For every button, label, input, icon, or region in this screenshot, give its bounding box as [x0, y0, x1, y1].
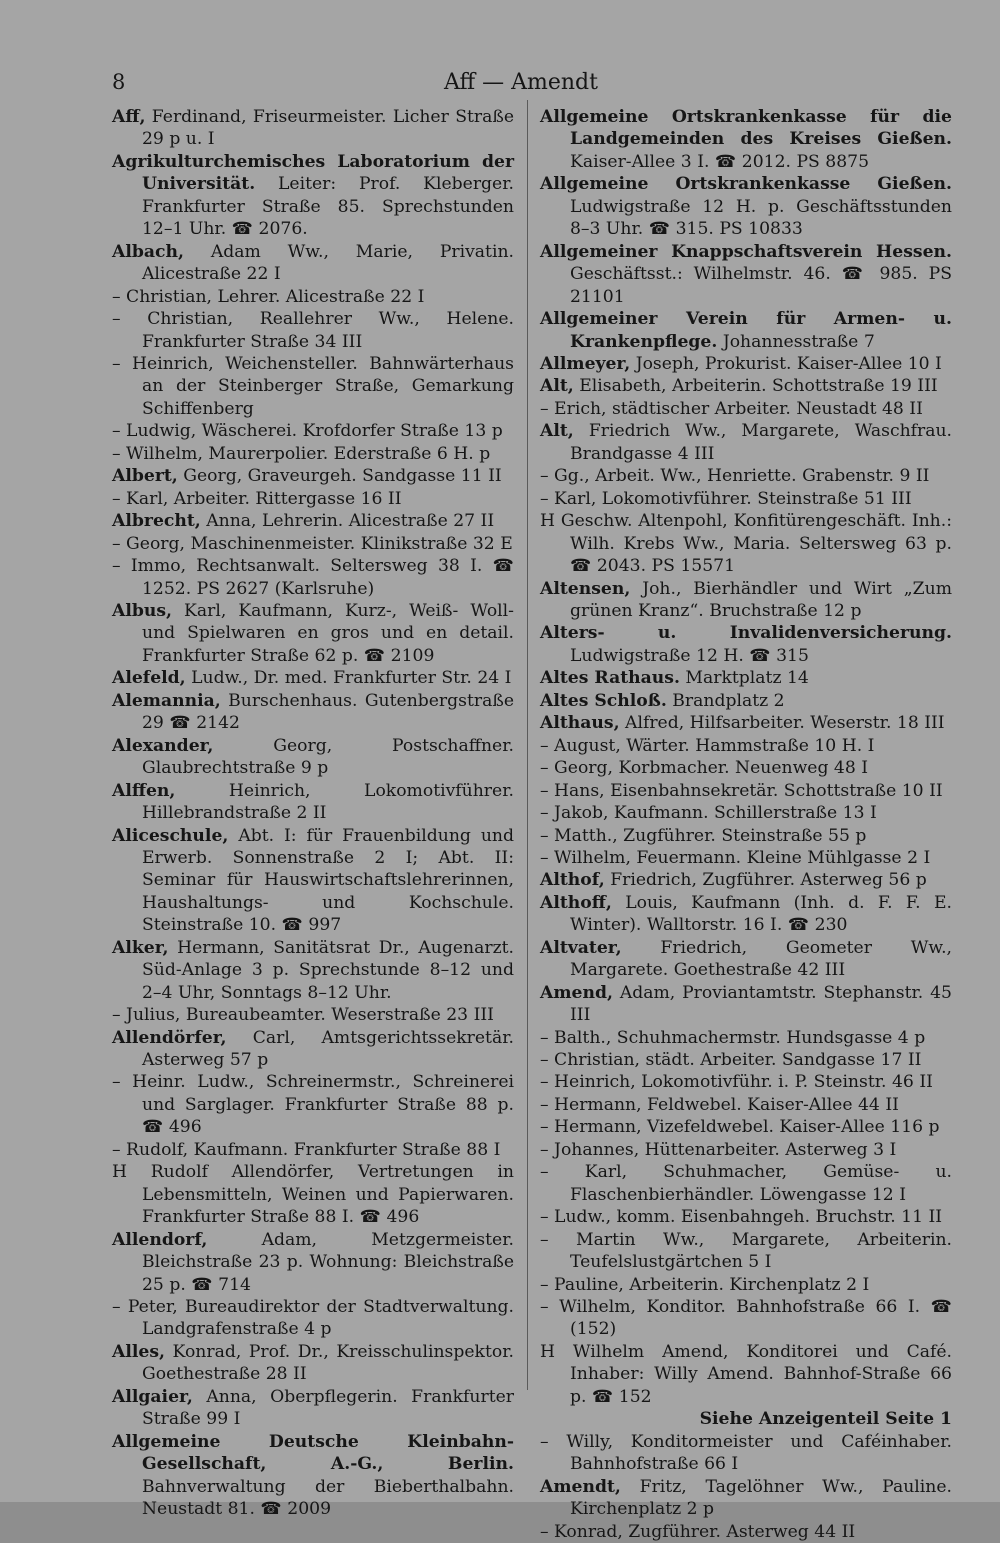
entry-details: – Karl, Arbeiter. Rittergasse 16 II: [112, 488, 402, 509]
entry-name: Allgaier,: [112, 1386, 193, 1407]
entry-details: Ferdinand, Friseurmeister. Licher Straße 29 p u. I: [142, 107, 514, 150]
entry-details: Karl, Kaufmann, Kurz-, Weiß- Woll- und Spielwaren en gros und en detail. Frankfurter Straße 62 p. ☎ 2109: [142, 600, 514, 666]
directory-entry: [112, 825, 514, 937]
directory-entry: [112, 241, 514, 286]
directory-entry: [112, 151, 514, 241]
entry-details: – Wilhelm, Feuermann. Kleine Mühlgasse 2 I: [540, 847, 931, 868]
directory-entry: [112, 780, 514, 825]
directory-entry: [112, 1139, 514, 1161]
directory-entry: [540, 465, 952, 487]
entry-details: Alfred, Hilfsarbeiter. Weserstr. 18 III: [619, 713, 945, 734]
column-divider: [527, 100, 528, 1390]
directory-entry: [112, 690, 514, 735]
directory-entry: [540, 488, 952, 510]
entry-name: Amend,: [540, 982, 613, 1003]
entry-details: Leiter: Prof. Kleberger. Frankfurter Straße 85. Sprechstunden 12–1 Uhr. ☎ 2076.: [142, 174, 514, 240]
directory-entry: [540, 825, 952, 847]
directory-entry: [112, 533, 514, 555]
directory-entry: [112, 1004, 514, 1026]
entry-name: Allgemeine Ortskrankenkasse für die Landgemeinden des Kreises Gießen.: [540, 107, 952, 150]
entry-details: – Willy, Konditormeister und Caféinhaber. Bahnhofstraße 66 I: [540, 1431, 952, 1475]
entry-name: Albrecht,: [112, 511, 201, 532]
entry-details: – Heinr. Ludw., Schreinermstr., Schreinerei und Sarglager. Frankfurter Straße 88 p. ☎ 496: [112, 1072, 514, 1138]
directory-entry: [540, 712, 952, 734]
entry-details: Friedrich Ww., Margarete, Waschfrau. Brandgasse 4 III: [570, 421, 952, 464]
directory-entry: [112, 1071, 514, 1138]
directory-entry: [540, 398, 952, 420]
entry-details: – Hermann, Vizefeldwebel. Kaiser-Allee 116 p: [540, 1117, 940, 1138]
entry-details: Fritz, Tagelöhner Ww., Pauline. Kirchenplatz 2 p: [570, 1476, 952, 1520]
entry-details: Hermann, Sanitätsrat Dr., Augenarzt. Süd-Anlage 3 p. Sprechstunde 8–12 und 2–4 Uhr, Sonntags 8–12 Uhr.: [142, 937, 514, 1003]
entry-name: Allendorf,: [112, 1229, 208, 1250]
directory-entry: [540, 892, 952, 937]
entry-name: Amendt,: [540, 1476, 621, 1497]
directory-entry: [540, 1296, 952, 1341]
entry-details: – Christian, Reallehrer Ww., Helene. Frankfurter Straße 34 III: [112, 309, 514, 352]
page-number: 8: [112, 70, 126, 94]
running-title: Aff — Amendt: [444, 70, 598, 95]
entry-details: – Heinrich, Weichensteller. Bahnwärterhaus an der Steinberger Straße, Gemarkung Schiffenberg: [112, 353, 514, 419]
entry-name: Alker,: [112, 937, 169, 958]
directory-entry: [112, 308, 514, 353]
entry-details: – Rudolf, Kaufmann. Frankfurter Straße 88 I: [112, 1139, 501, 1160]
entry-details: – Heinrich, Lokomotivführ. i. P. Steinstr. 46 II: [540, 1072, 933, 1093]
entry-details: – Gg., Arbeit. Ww., Henriette. Grabenstr. 9 II: [540, 466, 930, 487]
directory-entry: [540, 1206, 952, 1228]
entry-details: Louis, Kaufmann (Inh. d. F. F. E. Winter). Walltorstr. 16 I. ☎ 230: [570, 892, 952, 936]
entry-details: – Georg, Korbmacher. Neuenweg 48 I: [540, 758, 869, 779]
directory-entry: [112, 443, 514, 465]
entry-details: Konrad, Prof. Dr., Kreisschulinspektor. Goethestraße 28 II: [142, 1341, 514, 1385]
entry-name: Alles,: [112, 1341, 165, 1362]
entry-details: – Erich, städtischer Arbeiter. Neustadt 48 II: [540, 398, 923, 419]
entry-name: Althoff,: [540, 892, 612, 913]
directory-entry: [540, 308, 952, 353]
entry-name: Siehe Anzeigenteil Seite 1: [699, 1409, 952, 1430]
entry-name: Alt,: [540, 421, 574, 442]
entry-name: Allgemeiner Verein für Armen- u. Krankenpflege.: [540, 309, 952, 352]
entry-details: – Georg, Maschinenmeister. Klinikstraße 32 E: [112, 533, 513, 554]
entry-details: Elisabeth, Arbeiterin. Schottstraße 19 III: [573, 376, 938, 397]
entry-details: H Wilhelm Amend, Konditorei und Café. Inhaber: Willy Amend. Bahnhof-Straße 66 p. ☎ 152: [540, 1341, 952, 1407]
entry-details: – August, Wärter. Hammstraße 10 H. I: [540, 735, 875, 756]
right-column: [540, 106, 952, 1543]
directory-entry: [112, 106, 514, 151]
directory-entry: [112, 1386, 514, 1431]
entry-name: Alt,: [540, 376, 574, 397]
entry-details: Kaiser-Allee 3 I. ☎ 2012. PS 8875: [570, 151, 870, 172]
entry-details: – Julius, Bureaubeamter. Weserstraße 23 III: [112, 1005, 494, 1026]
entry-name: Althof,: [540, 870, 605, 891]
entry-name: Altensen,: [540, 578, 631, 599]
entry-name: Aliceschule,: [112, 825, 229, 846]
directory-entry: [112, 667, 514, 689]
entry-name: Alexander,: [112, 735, 214, 756]
entry-details: Friedrich, Zugführer. Asterweg 56 p: [604, 870, 927, 891]
directory-entry: [112, 286, 514, 308]
entry-details: Bahnverwaltung der Bieberthalbahn. Neustadt 81. ☎ 2009: [142, 1476, 514, 1520]
directory-entry: [540, 578, 952, 623]
directory-entry: [540, 375, 952, 397]
directory-entry: [112, 1161, 514, 1228]
directory-entry: [540, 1071, 952, 1093]
entry-details: Brandplatz 2: [666, 690, 785, 711]
directory-entry: [540, 1027, 952, 1049]
entry-details: H Rudolf Allendörfer, Vertretungen in Lebensmitteln, Weinen und Papierwaren. Frankfurter Straße 88 I. ☎ 496: [112, 1162, 514, 1228]
entry-details: – Ludwig, Wäscherei. Krofdorfer Straße 13 p: [112, 421, 503, 442]
entry-details: Georg, Graveurgeh. Sandgasse 11 II: [177, 466, 502, 487]
entry-details: – Martin Ww., Margarete, Arbeiterin. Teufelslustgärtchen 5 I: [540, 1229, 952, 1273]
directory-entry: [540, 869, 952, 891]
directory-entry: [540, 1161, 952, 1206]
entry-details: – Peter, Bureaudirektor der Stadtverwaltung. Landgrafenstraße 4 p: [112, 1297, 514, 1340]
directory-entry: [112, 1027, 514, 1072]
left-column: [112, 106, 514, 1521]
entry-name: Alefeld,: [112, 668, 186, 689]
directory-entry: [540, 173, 952, 240]
entry-details: – Johannes, Hüttenarbeiter. Asterweg 3 I: [540, 1139, 897, 1160]
directory-entry: [540, 1049, 952, 1071]
directory-entry: [112, 555, 514, 600]
entry-details: – Hermann, Feldwebel. Kaiser-Allee 44 II: [540, 1094, 899, 1115]
directory-entry: [112, 488, 514, 510]
entry-name: Allgemeine Ortskrankenkasse Gießen.: [540, 174, 952, 195]
entry-details: Ludwigstraße 12 H. p. Geschäftsstunden 8–3 Uhr. ☎ 315. PS 10833: [570, 196, 952, 240]
entry-name: Aff,: [112, 107, 146, 127]
directory-entry: [112, 1341, 514, 1386]
entry-details: Johannesstraße 7: [717, 331, 875, 352]
directory-entry: [540, 353, 952, 375]
entry-details: Abt. I: für Frauenbildung und Erwerb. Sonnenstraße 2 I; Abt. II: Seminar für Hauswirtschaftslehrerinnen, Haushaltungs- und Kochschule. Steinstraße 10. ☎ 997: [142, 825, 514, 936]
entry-details: Anna, Oberpflegerin. Frankfurter Straße 99 I: [142, 1386, 514, 1430]
entry-details: Marktplatz 14: [679, 668, 809, 689]
entry-details: Adam Ww., Marie, Privatin. Alicestraße 22 I: [142, 241, 514, 285]
entry-details: – Jakob, Kaufmann. Schillerstraße 13 I: [540, 803, 877, 824]
entry-details: Anna, Lehrerin. Alicestraße 27 II: [200, 511, 495, 532]
directory-entry: [540, 1229, 952, 1274]
directory-entry: [112, 1296, 514, 1341]
entry-details: Adam, Proviantamtstr. Stephanstr. 45 III: [570, 982, 952, 1026]
entry-name: Allmeyer,: [540, 353, 631, 374]
entry-name: Alemannia,: [112, 690, 221, 711]
directory-entry: [540, 757, 952, 779]
entry-details: Joh., Bierhändler und Wirt „Zum grünen Kranz“. Bruchstraße 12 p: [570, 578, 952, 621]
entry-details: Geschäftsst.: Wilhelmstr. 46. ☎ 985. PS 21101: [570, 264, 952, 307]
entry-details: – Karl, Schuhmacher, Gemüse- u. Flaschenbierhändler. Löwengasse 12 I: [540, 1162, 952, 1205]
directory-entry: [112, 1229, 514, 1296]
directory-entry: [540, 1094, 952, 1116]
entry-details: Georg, Postschaffner. Glaubrechtstraße 9 p: [142, 735, 514, 779]
directory-entry: [540, 982, 952, 1027]
entry-details: – Konrad, Zugführer. Asterweg 44 II: [540, 1521, 856, 1542]
entry-details: H Geschw. Altenpohl, Konfitürengeschäft. Inh.: Wilh. Krebs Ww., Maria. Seltersweg 63 p. ☎ 2043. PS 15571: [540, 511, 952, 577]
directory-entry: [540, 510, 952, 577]
directory-entry: [540, 1341, 952, 1408]
directory-entry: [112, 600, 514, 667]
entry-name: Allgemeiner Knappschaftsverein Hessen.: [540, 241, 952, 262]
entry-details: Ludw., Dr. med. Frankfurter Str. 24 I: [185, 668, 512, 689]
entry-details: Burschenhaus. Gutenbergstraße 29 ☎ 2142: [142, 690, 514, 734]
directory-entry: [540, 735, 952, 757]
directory-entry: [540, 1408, 952, 1430]
entry-details: – Wilhelm, Konditor. Bahnhofstraße 66 I. ☎ (152): [540, 1297, 952, 1340]
directory-entry: [540, 1116, 952, 1138]
directory-entry: [112, 735, 514, 780]
directory-entry: [112, 465, 514, 487]
entry-details: Friedrich, Geometer Ww., Margarete. Goethestraße 42 III: [570, 937, 952, 981]
entry-name: Agrikulturchemisches Laboratorium der Universität.: [112, 151, 514, 195]
entry-details: – Hans, Eisenbahnsekretär. Schottstraße 10 II: [540, 780, 943, 801]
directory-entry: [112, 1431, 514, 1521]
entry-name: Albus,: [112, 600, 173, 621]
directory-entry: [540, 802, 952, 824]
entry-name: Altes Rathaus.: [540, 668, 680, 689]
entry-details: Carl, Amtsgerichtssekretär. Asterweg 57 p: [142, 1027, 514, 1071]
entry-name: Alffen,: [112, 780, 176, 801]
entry-details: – Ludw., komm. Eisenbahngeh. Bruchstr. 11 II: [540, 1207, 943, 1228]
entry-details: Ludwigstraße 12 H. ☎ 315: [570, 645, 809, 666]
entry-details: – Balth., Schuhmachermstr. Hundsgasse 4 p: [540, 1027, 926, 1048]
directory-entry: [540, 1476, 952, 1521]
entry-details: – Matth., Zugführer. Steinstraße 55 p: [540, 825, 867, 846]
directory-entry: [540, 690, 952, 712]
directory-entry: [112, 420, 514, 442]
entry-details: Heinrich, Lokomotivführer. Hillebrandstraße 2 II: [142, 780, 514, 824]
entry-name: Albert,: [112, 466, 178, 487]
page-header: [112, 66, 930, 98]
entry-name: Altes Schloß.: [540, 690, 667, 711]
directory-entry: [112, 510, 514, 532]
directory-entry: [112, 353, 514, 420]
directory-entry: [540, 937, 952, 982]
entry-details: – Christian, Lehrer. Alicestraße 22 I: [112, 286, 425, 307]
entry-name: Altvater,: [540, 937, 622, 958]
entry-details: – Immo, Rechtsanwalt. Seltersweg 38 I. ☎ 1252. PS 2627 (Karlsruhe): [112, 556, 514, 599]
entry-details: Adam, Metzgermeister. Bleichstraße 23 p. Wohnung: Bleichstraße 25 p. ☎ 714: [142, 1229, 514, 1295]
entry-name: Allgemeine Deutsche Kleinbahn-Gesellschaft, A.-G., Berlin.: [112, 1431, 514, 1475]
entry-details: – Pauline, Arbeiterin. Kirchenplatz 2 I: [540, 1274, 870, 1295]
directory-entry: [540, 780, 952, 802]
directory-entry: [540, 847, 952, 869]
directory-entry: [540, 420, 952, 465]
entry-details: – Christian, städt. Arbeiter. Sandgasse 17 II: [540, 1050, 922, 1071]
directory-entry: [540, 667, 952, 689]
entry-details: Joseph, Prokurist. Kaiser-Allee 10 I: [630, 353, 942, 374]
entry-name: Albach,: [112, 241, 184, 262]
directory-entry: [112, 937, 514, 1004]
directory-entry: [540, 1274, 952, 1296]
directory-entry: [540, 622, 952, 667]
directory-entry: [540, 106, 952, 173]
entry-name: Althaus,: [540, 713, 620, 734]
entry-name: Allendörfer,: [112, 1027, 227, 1048]
directory-entry: [540, 1521, 952, 1543]
directory-entry: [540, 241, 952, 308]
directory-entry: [540, 1431, 952, 1476]
directory-entry: [540, 1139, 952, 1161]
entry-details: – Wilhelm, Maurerpolier. Ederstraße 6 H. p: [112, 443, 491, 464]
entry-name: Alters- u. Invalidenversicherung.: [540, 623, 952, 644]
entry-details: – Karl, Lokomotivführer. Steinstraße 51 III: [540, 488, 912, 509]
